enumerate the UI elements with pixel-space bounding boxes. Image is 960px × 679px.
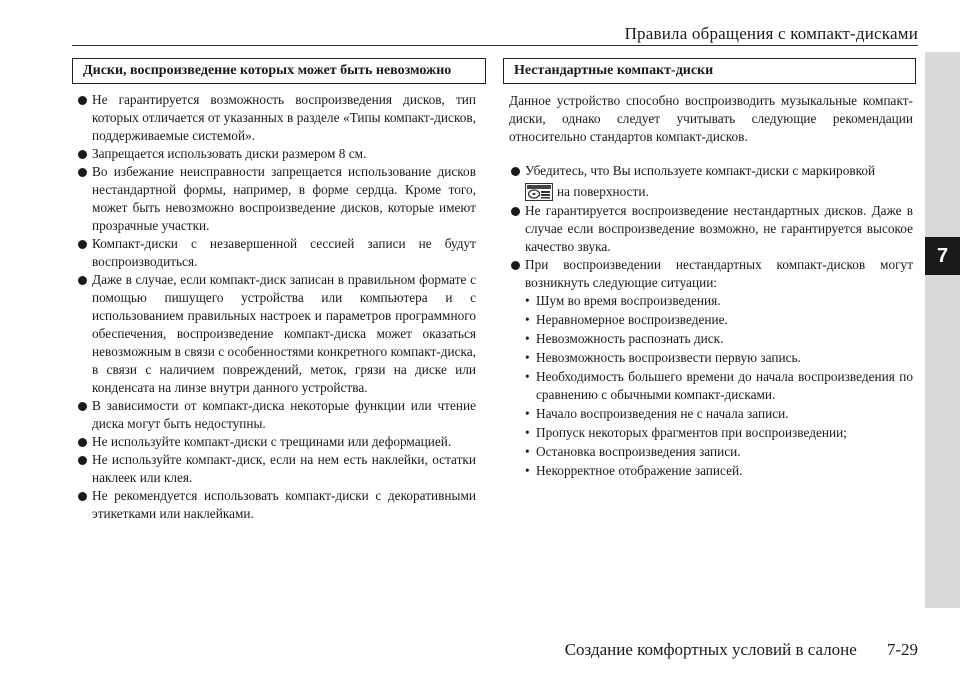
compact-disc-logo-icon: [525, 183, 553, 201]
list-item: Убедитесь, что Вы используете компакт-диски с маркировкой: [509, 162, 913, 180]
situation-item: • Пропуск некоторых фрагментов при воспроизведении;: [525, 425, 847, 440]
list-item: Компакт-диски с незавершенной сессией записи не будут воспроизводиться.: [76, 235, 476, 271]
list-item: Не используйте компакт-диски с трещинами или деформацией.: [76, 433, 476, 451]
page-number: 7-29: [886, 640, 918, 659]
right-column: [509, 92, 913, 481]
bullet-icon: [78, 168, 87, 177]
disc-mark-line: [509, 183, 913, 201]
page-footer: [565, 640, 918, 660]
situation-item: • Начало воспроизведения не с начала записи.: [525, 406, 789, 421]
situation-item: • Невозможность воспроизвести первую запись.: [525, 350, 801, 365]
bullet-icon: [511, 167, 520, 176]
situation-item: • Невозможность распознать диск.: [525, 331, 724, 346]
situation-item: • Некорректное отображение записей.: [525, 463, 743, 478]
chapter-tab: 7: [925, 237, 960, 275]
right-section-heading: Нестандартные компакт-диски: [503, 58, 916, 84]
bullet-icon: [78, 438, 87, 447]
bullet-icon: [511, 261, 520, 270]
left-section-heading: Диски, воспроизведение которых может быть невозможно: [72, 58, 486, 84]
situation-item: • Неравномерное воспроизведение.: [525, 312, 728, 327]
list-item: В зависимости от компакт-диска некоторые функции или чтение диска могут быть недоступны.: [76, 397, 476, 433]
page-header-title: Правила обращения с компакт-дисками: [624, 24, 918, 43]
list-item: Запрещается использовать диски размером 8 см.: [76, 145, 476, 163]
side-strip: [925, 52, 960, 608]
list-item: Не гарантируется возможность воспроизведения дисков, тип которых отличается от указанных в разделе «Типы компакт-дисков, поддерживаемые системой».: [76, 91, 476, 145]
bullet-icon: [511, 207, 520, 216]
intro-paragraph: Данное устройство способно воспроизводить музыкальные компакт-диски, однако следует учитывать следующие рекомендации относительно стандартов компакт-дисков.: [509, 93, 913, 144]
bullet-icon: [78, 150, 87, 159]
situation-item: • Необходимость большего времени до начала воспроизведения по сравнению с обычными компакт-дисками.: [525, 369, 913, 402]
footer-section-title: Создание комфортных условий в салоне: [564, 640, 857, 659]
situation-item: • Остановка воспроизведения записи.: [525, 444, 741, 459]
left-column: [76, 91, 476, 523]
list-item: Не гарантируется воспроизведение нестандартных дисков. Даже в случае если воспроизведение возможно, не гарантируется высокое качество звука.: [509, 202, 913, 256]
list-item: Во избежание неисправности запрещается использование дисков нестандартной формы, например, в форме сердца. Кроме того, может быть невозможно воспроизведение дисков, которые имеют прозрачные участки.: [76, 163, 476, 235]
bullet-icon: [78, 492, 87, 501]
list-item: Не используйте компакт-диск, если на нем есть наклейки, остатки наклеек или клея.: [76, 451, 476, 487]
list-item: Даже в случае, если компакт-диск записан в правильном формате с помощью пишущего устройства или компьютера и с использованием правильных настроек и параметров программного обеспечения, воспроизведение компакт-диска может оказаться невозможным в связи с особенностями конкретного компакт-диска, в связи с наличием повреждений, меток, грязи на диске или конденсата на линзе внутри данного устройства.: [76, 271, 476, 397]
header-rule: [72, 45, 918, 46]
bullet-icon: [78, 402, 87, 411]
disc-mark-tail: на поверхности.: [557, 184, 649, 199]
situation-item: • Шум во время воспроизведения.: [525, 293, 721, 308]
bullet-icon: [78, 240, 87, 249]
bullet-icon: [78, 96, 87, 105]
bullet-icon: [78, 456, 87, 465]
list-item: При воспроизведении нестандартных компакт-дисков могут возникнуть следующие ситуации:: [509, 256, 913, 292]
bullet-icon: [78, 276, 87, 285]
list-item: Не рекомендуется использовать компакт-диски с декоративными этикетками или наклейками.: [76, 487, 476, 523]
